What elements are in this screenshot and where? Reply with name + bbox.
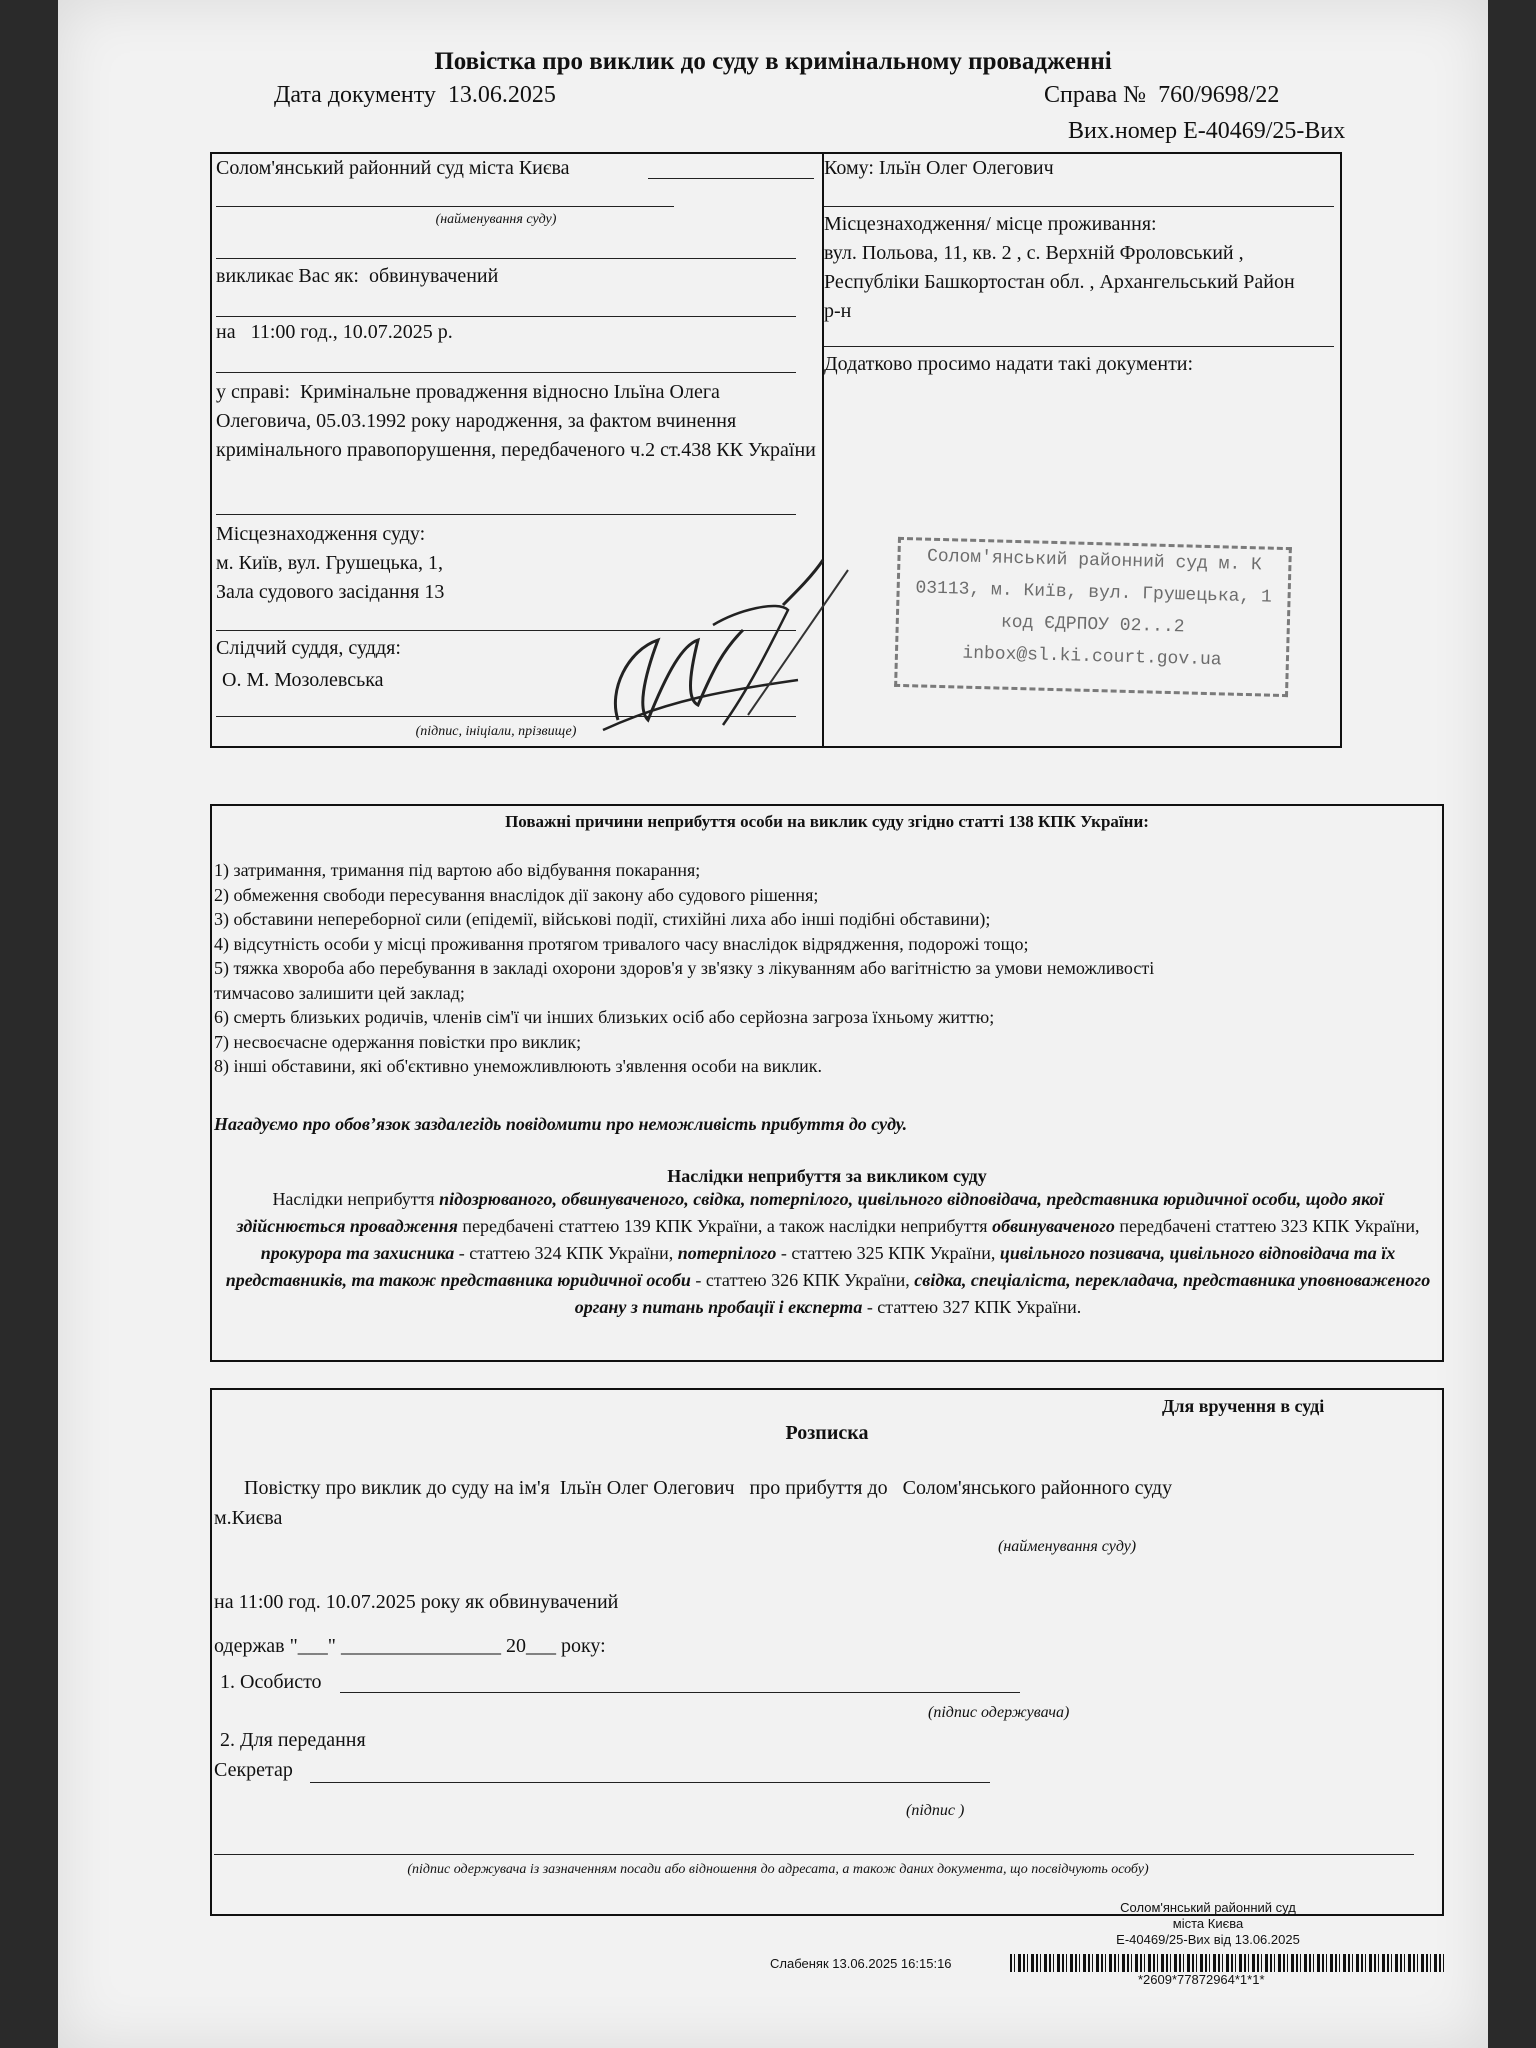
personally-label: 1. Особисто	[220, 1671, 322, 1693]
secretary-signature-line[interactable]	[310, 1782, 990, 1783]
court-caption: (найменування суду)	[435, 212, 557, 227]
reasons-list	[214, 858, 1434, 1079]
receipt-court-cont: м.Києва	[214, 1507, 283, 1529]
personally-caption: (підпис одержувача)	[928, 1704, 1070, 1721]
reason-item: 1) затримання, тримання під вартою або відбування покарання;	[214, 860, 701, 880]
signature-caption: (підпис, ініціали, прізвище)	[415, 724, 577, 739]
recipient-signature-line[interactable]	[214, 1854, 1414, 1855]
consequences-heading: Наслідки неприбуття за викликом суду	[667, 1166, 987, 1186]
document-title: Повістка про виклик до суду в кримінальному провадженні	[434, 48, 1112, 75]
footer-court: Солом'янський районний суд міста Києва Е-40469/25-Вих від 13.06.2025	[1116, 1900, 1300, 1947]
reason-item: 4) відсутність особи у місці проживання протягом тривалого часу внаслідок відрядження, подорожі тощо;	[214, 933, 1029, 954]
document-date: Дата документу 13.06.2025	[274, 82, 556, 108]
case-description: у справі: Кримінальне провадження відносно Ільїна Олега Олеговича, 05.03.1992 року народження, за фактом вчинення кримінального правопорушення, передбаченого ч.2 ст.438 КК України	[216, 381, 816, 461]
secretary-caption: (підпис )	[906, 1802, 965, 1819]
reason-item: тимчасово залишити цей заклад;	[214, 982, 465, 1003]
recipient-signature-caption: (підпис одержувача із зазначенням посади або відношення до адресата, а також даних документа, що посвідчують особу)	[407, 1862, 1149, 1877]
received-date-line: одержав "___" ________________ 20___ року:	[214, 1635, 606, 1657]
document-barcode	[1010, 1954, 1444, 1972]
receipt-time-line: на 11:00 год. 10.07.2025 року як обвинувачений	[214, 1591, 619, 1613]
judge-label: Слідчий суддя, суддя:	[216, 637, 401, 659]
reason-item: 6) смерть близьких родичів, членів сім'ї чи інших близьких осіб або серйозна загроза їхньому життю;	[214, 1007, 995, 1027]
recipient-address: Місцезнаходження/ місце проживання: вул. Польова, 11, кв. 2 , с. Верхній Фроловський , Республіки Башкортостан обл. , Архангельський Район р-н	[824, 213, 1295, 322]
case-number: Справа № 760/9698/22	[1044, 82, 1280, 108]
for-court-label: Для вручення в суді	[1162, 1396, 1325, 1416]
court-name: Солом'янський районний суд міста Києва	[216, 157, 570, 179]
receipt-court-caption: (найменування суду)	[998, 1538, 1137, 1555]
hearing-time: на 11:00 год., 10.07.2025 р.	[216, 321, 453, 343]
recipient: Кому: Ільїн Олег Олегович	[824, 157, 1054, 179]
document-page	[58, 0, 1488, 2048]
reasons-heading: Поважні причини неприбуття особи на виклик суду згідно статті 138 КПК України:	[505, 812, 1149, 831]
court-stamp: Солом'янський районний суд м. К 03113, м. Київ, вул. Грушецька, 1 код ЄДРПОУ 02...2 inbox@sl.ki.court.gov.ua	[894, 537, 1292, 697]
secretary-label: Секретар	[214, 1759, 293, 1781]
outgoing-number: Вих.номер Е-40469/25-Вих	[1068, 118, 1346, 144]
receipt-title: Розписка	[785, 1422, 869, 1444]
reason-item: 5) тяжка хвороба або перебування в закладі охорони здоров'я у зв'язку з лікуванням або вагітністю за умови неможливості	[214, 958, 1155, 978]
consequences-text: Наслідки неприбуття підозрюваного, обвинуваченого, свідка, потерпілого, цивільного відповідача, представника юридичної особи, щодо якої здійснюється провадження передбачені статтею 139 КПК України, а також наслідки неприбуття обвинуваченого передбачені статтею 323 КПК України, прокурора та захисника - статтею 324 КПК України, потерпілого - статтею 325 КПК України, цивільного позивача, цивільного відповідача та їх представників, та також представника юридичної особи - статтею 326 КПК України, свідка, спеціаліста, перекладача, представника уповноваженого органу з питань пробації і експерта - статтею 327 КПК України.	[225, 1189, 1431, 1317]
receipt-line1: Повістку про виклик до суду на ім'я Ільїн Олег Олегович про прибуття до Солом'янського районного суду	[244, 1477, 1173, 1499]
reason-item: 8) інші обставини, які об'єктивно унеможливлюють з'явлення особи на виклик.	[214, 1056, 822, 1076]
footer-operator: Слабеняк 13.06.2025 16:15:16	[770, 1956, 952, 1971]
documents-request: Додатково просимо надати такі документи:	[824, 353, 1194, 375]
personally-signature-line[interactable]	[340, 1692, 1020, 1693]
reason-item: 2) обмеження свободи пересування внаслідок дії закону або судового рішення;	[214, 884, 819, 905]
reason-item: 7) несвоєчасне одержання повістки про виклик;	[214, 1031, 582, 1052]
reminder-note: Нагадуємо про обов’язок заздалегідь повідомити про неможливість прибуття до суду.	[214, 1114, 908, 1134]
reason-item: 3) обставини непереборної сили (епідемії, військові події, стихійні лиха або інші подібні обставини);	[214, 909, 991, 929]
transfer-label: 2. Для передання	[220, 1729, 366, 1751]
judge-signature	[548, 550, 888, 760]
judge-name: О. М. Мозолевська	[222, 669, 384, 691]
barcode-text: *2609*77872964*1*1*	[1138, 1972, 1265, 1987]
summons-role: викликає Вас як: обвинувачений	[216, 265, 499, 287]
court-location: Місцезнаходження суду: м. Київ, вул. Грушецька, 1, Зала судового засідання 13	[216, 523, 445, 603]
